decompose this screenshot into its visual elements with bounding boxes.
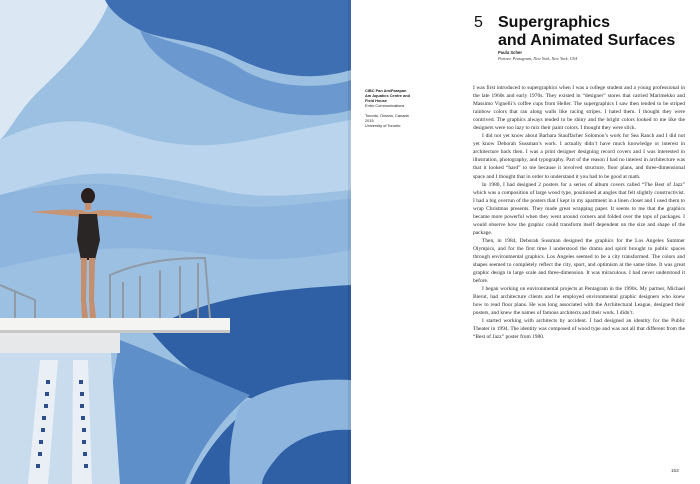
caption-year: 2015 <box>365 118 374 123</box>
caption-location: Toronto, Ontario, Canada <box>365 113 409 118</box>
caption-work-title-2: Am Aquatics Centre and <box>365 93 411 98</box>
chapter-number: 5 <box>474 14 483 31</box>
caption-work-title: CIBC Pan Am/Parapan <box>365 88 407 93</box>
author-name: Paula Scher <box>498 50 522 55</box>
chapter-title-line-2: and Animated Surfaces <box>498 32 676 49</box>
chapter-title <box>498 14 688 50</box>
chapter-body <box>473 84 685 342</box>
caption-work-title-3: Field House <box>365 98 388 103</box>
body-paragraph: In 1980, I had designed 2 posters for a series of album covers called “The Best of Jazz” which was a composition of large wood type, positioned at angles that felt slightly constructivist. I had a big overrun of the posters that I kept in my apartment in a linen closet and I used them to wrap Christmas presents. They made great wrapping paper. It seems to me that the graphics became more powerful when they went around corners and folded over the tops of packages. I would observe how the graphic could transform itself dependent on the size and shape of the package. <box>473 181 685 236</box>
body-paragraph: I did not yet know about Barbara Stauffacher Solomon’s work for Sea Ranch and I did not yet know Deborah Sussman’s work. I actually didn’t have much knowledge or interest in architecture back then. I was a print designer designing record covers and I was interested in illustration, photography, and typography. Part of the reason I had no interest in architecture was that it looked “hard” to me because it involved structure, floor plans, and three-dimensional space and I thought that in order to understand it you had to be good at math. <box>473 133 685 180</box>
page-number: 153 <box>671 468 679 473</box>
author-affiliation: Partner, Pentagram, New York, New York, USA <box>498 56 578 61</box>
body-paragraph: I was first introduced to supergraphics when I was a college student and a young professional in the late 1960s and early 1970s. They existed in “designer” stores that carried Marimekko and Massimo Vignelli’s coffee cups from Heller. The supergraphics I saw then tended to be striped rainbow colors that ran along walls like racing stripes. I hated them. I thought they were contrived. The graphics always tended to be shiny and the bright colors looked to me like the designers were too lazy to mix their paint colors. I thought they were slick. <box>473 85 685 132</box>
chapter-title-line-1: Supergraphics <box>498 14 611 31</box>
body-paragraph: I started working with architects by accident. I had designed an identity for the Public Theater in 1994. The identity was composed of wood type and was not all that different from the “Best of Jazz” poster from 1980. <box>473 318 685 341</box>
caption-designer: Entro Communications <box>365 103 405 108</box>
body-paragraph: I began working on environmental projects at Pentagram in the 1990s. My partner, Michael Bierut, had architecture clients and he employed environmental graphic designers who knew how to read floor plans. He was long associated with the Architectural League, designed their posters, and knew the names of famous architects and their work. I didn’t. <box>473 286 685 317</box>
body-paragraph: Then, in 1984, Deborah Sussman designed the graphics for the Los Angeles Summer Olympics, and for the first time I understood the drama and spirit brought to public spaces through environmental graphics. Los Angeles seemed to be a city transformed. The colors and shapes seemed to completely reflect the city, sport, and optimism at the same time. It was great graphic design in large scale and three-dimension. It was miraculous. I had never understood it before. <box>473 237 685 285</box>
photo-caption <box>365 88 450 128</box>
caption-client: University of Toronto <box>365 123 401 128</box>
